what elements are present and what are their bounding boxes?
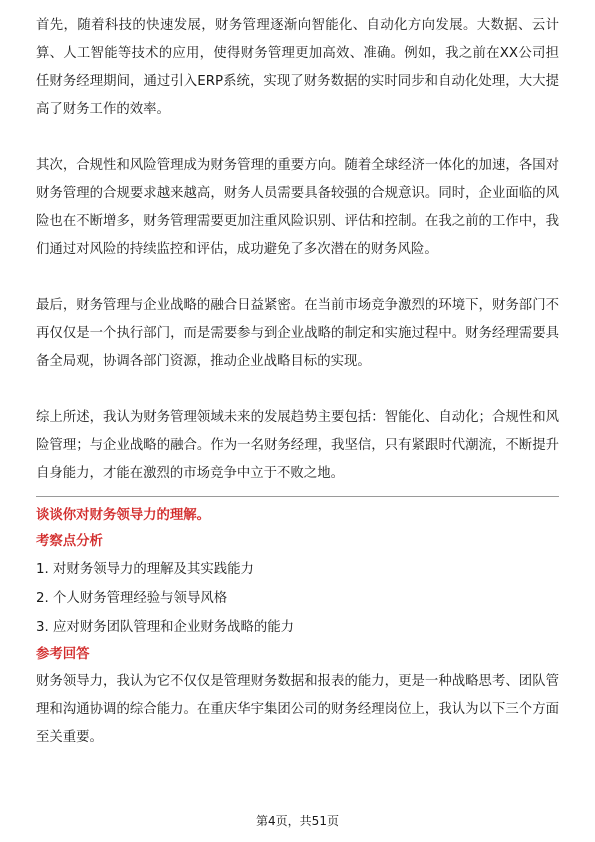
analysis-point: 3. 应对财务团队管理和企业财务战略的能力 xyxy=(36,620,295,635)
section-divider xyxy=(36,496,559,497)
answer-text: 财务领导力，我认为它不仅仅是管理财务数据和报表的能力，更是一种战略思考、团队管理和沟通协调的综合能力。在重庆华宇集团公司的财务经理岗位上，我认为以下三个方面至关重要。 xyxy=(36,674,559,745)
paragraph-summary: 综上所述，我认为财务管理领域未来的发展趋势主要包括：智能化、自动化；合规性和风险管理；与企业战略的融合。作为一名财务经理，我坚信，只有紧跟时代潮流，不断提升自身能力，才能在激烈的市场竞争中立于不败之地。 xyxy=(36,410,559,481)
analysis-heading: 考察点分析 xyxy=(36,534,103,549)
analysis-point: 1. 对财务领导力的理解及其实践能力 xyxy=(36,562,254,577)
document-page xyxy=(36,12,559,752)
paragraph-compliance-risk: 其次，合规性和风险管理成为财务管理的重要方向。随着全球经济一体化的加速，各国对财务管理的合规要求越来越高，财务人员需要具备较强的合规意识。同时，企业面临的风险也在不断增多，财务管理需要更加注重风险识别、评估和控制。在我之前的工作中，我们通过对风险的持续监控和评估，成功避免了多次潜在的财务风险。 xyxy=(36,158,559,257)
paragraph-spacer xyxy=(36,264,559,292)
paragraph-technology-trend: 首先，随着科技的快速发展，财务管理逐渐向智能化、自动化方向发展。大数据、云计算、人工智能等技术的应用，使得财务管理更加高效、准确。例如，我之前在XX公司担任财务经理期间，通过引入ERP系统，实现了财务数据的实时同步和自动化处理，大大提高了财务工作的效率。 xyxy=(36,18,559,117)
interview-question: 谈谈你对财务领导力的理解。 xyxy=(36,508,211,523)
paragraph-spacer xyxy=(36,376,559,404)
paragraph-strategy-integration: 最后，财务管理与企业战略的融合日益紧密。在当前市场竞争激烈的环境下，财务部门不再仅仅是一个执行部门，而是需要参与到企业战略的制定和实施过程中。财务经理需要具备全局观，协调各部门资源，推动企业战略目标的实现。 xyxy=(36,298,559,369)
answer-heading: 参考回答 xyxy=(36,647,90,662)
page-number-footer: 第4页，共51页 xyxy=(256,814,339,828)
analysis-point: 2. 个人财务管理经验与领导风格 xyxy=(36,591,228,606)
paragraph-spacer xyxy=(36,124,559,152)
